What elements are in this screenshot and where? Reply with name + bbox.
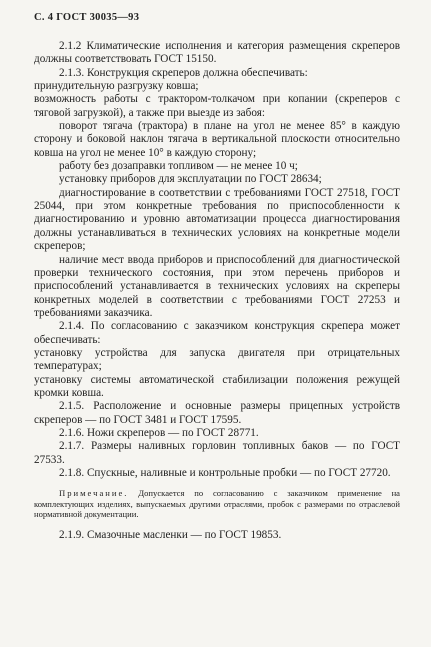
note <box>34 488 400 520</box>
note-text: Допускается по согласованию с заказчиком применение на комплектующих изделиях, выпускаемых другими отраслями, пробок с размерами по отраслевой нормативной документации. <box>34 488 400 520</box>
paragraph: 2.1.2 Климатические исполнения и категория размещения скреперов должны соответствовать ГОСТ 15150. <box>34 40 400 66</box>
paragraph: возможность работы с трактором-толкачом при копании (скреперов с тяговой загрузкой), а также при выезде из забоя: <box>34 93 400 119</box>
paragraph: установку приборов для эксплуатации по ГОСТ 28634; <box>59 173 322 186</box>
paragraph: принудительную разгрузку ковша; <box>34 80 199 93</box>
paragraph: установку системы автоматической стабилизации положения режущей кромки ковша. <box>34 373 400 399</box>
document-body <box>34 40 400 480</box>
page-header: С. 4 ГОСТ 30035—93 <box>34 12 140 23</box>
paragraph: поворот тягача (трактора) в плане на угол не менее 85° в каждую сторону и боковой наклон тягача в вертикальной плоскости относительно ковша на угол не менее 10° в каждую сторону; <box>34 120 400 159</box>
paragraph: 2.1.3. Конструкция скреперов должна обеспечивать: <box>59 66 308 79</box>
paragraph: 2.1.6. Ножи скреперов — по ГОСТ 28771. <box>59 426 259 439</box>
paragraph: работу без дозаправки топливом — не менее 10 ч; <box>59 160 298 173</box>
paragraph: 2.1.7. Размеры наливных горловин топливных баков — по ГОСТ 27533. <box>34 440 400 466</box>
paragraph: диагностирование в соответствии с требованиями ГОСТ 27518, ГОСТ 25044, при этом конкретные требования по приспособленности к диагностированию и уровню автоматизации процесса диагностирования должны устанавливаться в технических условиях на конкретные модели скреперов; <box>34 186 400 253</box>
paragraph: 2.1.5. Расположение и основные размеры прицепных устройств скреперов — по ГОСТ 3481 и ГОСТ 17595. <box>34 400 400 426</box>
paragraph: установку устройства для запуска двигателя при отрицательных температурах; <box>34 346 400 373</box>
note-label: Примечание. <box>59 488 129 498</box>
paragraph: наличие мест ввода приборов и приспособлений для диагностической проверки технического состояния, при этом перечень приборов и приспособлений устанавливается в технических условиях на скреперы конкретных моделей в соответствии с требованиями ГОСТ 27253 и требованиями заказчика. <box>34 253 400 319</box>
paragraph: 2.1.4. По согласованию с заказчиком конструкция скрепера может обеспечивать: <box>34 320 400 346</box>
paragraph: 2.1.8. Спускные, наливные и контрольные пробки — по ГОСТ 27720. <box>59 467 391 479</box>
paragraph-last: 2.1.9. Смазочные масленки — по ГОСТ 19853. <box>59 529 282 541</box>
